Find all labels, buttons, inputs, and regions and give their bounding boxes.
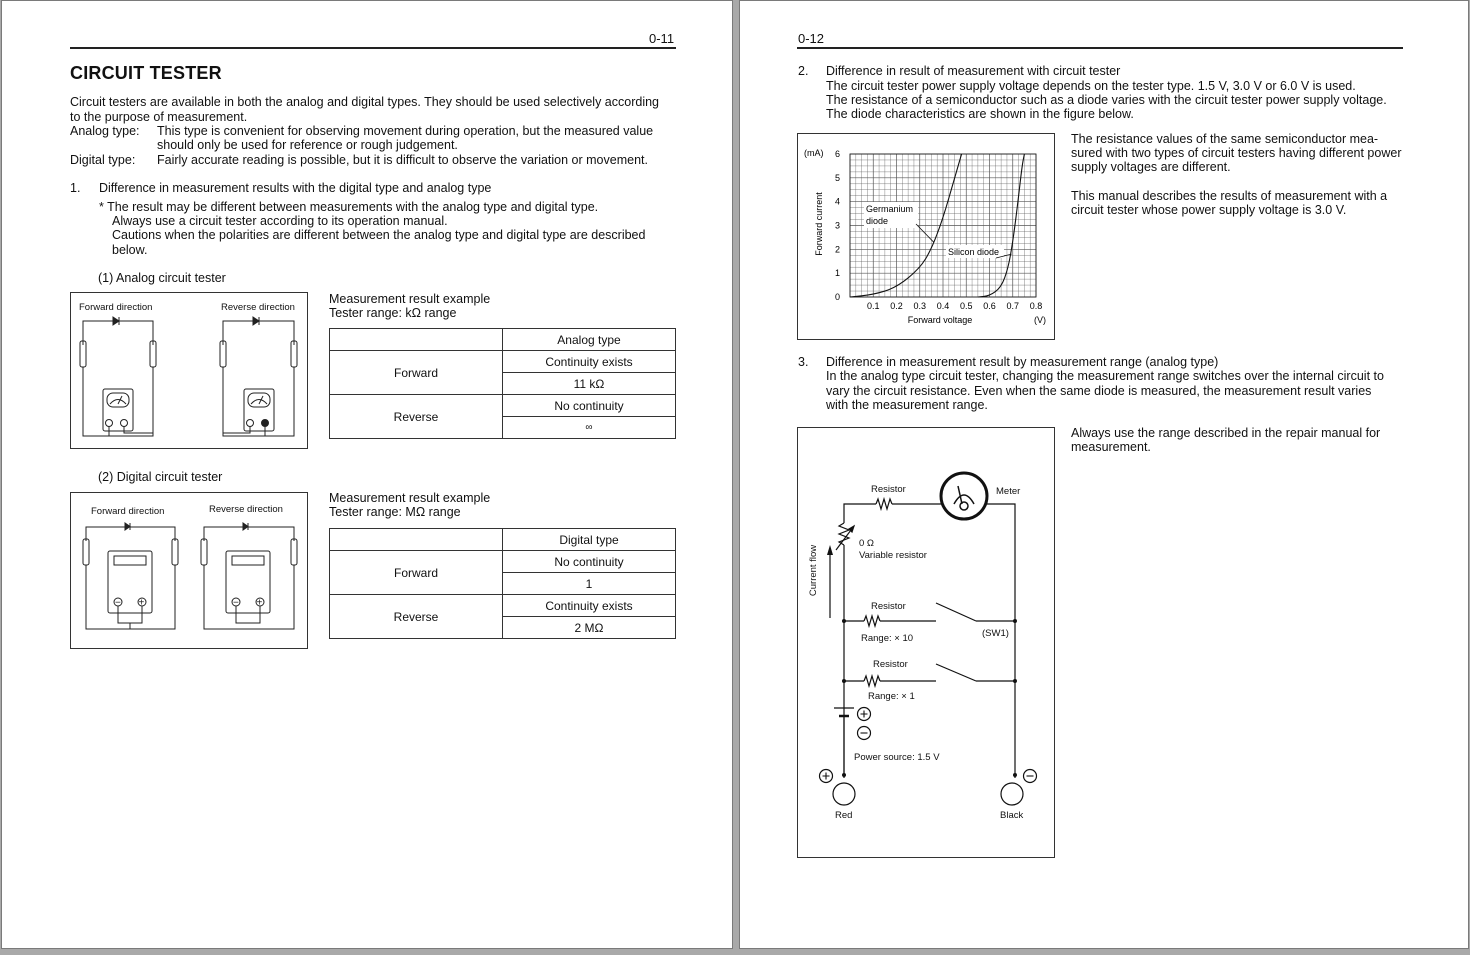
y-axis-title: Forward current	[814, 192, 824, 256]
resistor-label: Resistor	[873, 659, 908, 670]
section-3-number: 3.	[798, 355, 809, 369]
section-1-number: 1.	[70, 181, 81, 195]
side-text-3-line-2: measurement.	[1071, 440, 1151, 454]
section-1-title: Difference in measurement results with the digital type and analog type	[99, 181, 492, 195]
series-label-germanium: Germanium	[866, 204, 914, 214]
table-header: Analog type	[503, 329, 676, 351]
svg-text:+: +	[256, 597, 263, 609]
analog-reverse-label: Reverse direction	[221, 302, 295, 313]
side-text-3-line-1: Always use the range described in the repair manual for	[1071, 426, 1381, 440]
range-x10-label: Range: × 10	[861, 633, 914, 644]
digital-forward-label: Forward direction	[91, 506, 165, 517]
page-title: CIRCUIT TESTER	[70, 63, 222, 83]
table-corner	[330, 329, 503, 351]
analog-result-table	[329, 328, 676, 439]
digital-tester-figure	[70, 492, 308, 649]
table-cell: Continuity exists	[503, 351, 676, 373]
section-1-note-3: Cautions when the polarities are different between the analog type and digital type are described	[112, 228, 646, 242]
svg-text:+: +	[138, 597, 145, 609]
section-2-number: 2.	[798, 64, 809, 78]
y-unit-label: (mA)	[804, 148, 824, 158]
side-text-2-line-2: circuit tester whose power supply voltage is 3.0 V.	[1071, 203, 1347, 217]
y-tick-label: 0	[834, 292, 840, 302]
x-unit-label: (V)	[1034, 315, 1046, 325]
analog-tester-figure	[70, 292, 308, 449]
svg-text:−: −	[115, 597, 121, 609]
table-cell: 1	[503, 573, 676, 595]
table-row-label: Reverse	[330, 395, 503, 439]
section-2-line-1: The circuit tester power supply voltage depends on the tester type. 1.5 V, 3.0 V or 6.0 V is used.	[826, 79, 1356, 93]
left-page	[1, 0, 733, 949]
section-3-line-3: with the measurement range.	[826, 398, 988, 412]
table-row-label: Forward	[330, 351, 503, 395]
resistor-label: Resistor	[871, 601, 906, 612]
analog-range: Tester range: kΩ range	[329, 306, 457, 320]
x-tick-label: 0.5	[959, 301, 973, 311]
variable-resistor-label: Variable resistor	[859, 550, 927, 561]
table-header: Digital type	[503, 529, 676, 551]
table-row-label: Reverse	[330, 595, 503, 639]
analog-type-label: Analog type:	[70, 124, 140, 138]
y-tick-label: 4	[834, 196, 840, 207]
current-flow-label: Current flow	[808, 544, 820, 597]
section-1-note-1: * The result may be different between measurements with the analog type and digital type.	[99, 200, 599, 214]
table-cell: 11 kΩ	[503, 373, 676, 395]
y-tick-label: 3	[834, 220, 840, 231]
table-cell: No continuity	[503, 395, 676, 417]
label-leader	[916, 224, 934, 242]
table-cell: Continuity exists	[503, 595, 676, 617]
page-number: 0-11	[649, 31, 675, 46]
y-tick-label: 2	[834, 244, 840, 255]
digital-type-label: Digital type:	[70, 153, 136, 167]
digital-reverse-label: Reverse direction	[209, 504, 283, 515]
range-circuit-figure	[797, 427, 1055, 858]
digital-result-table	[329, 528, 676, 639]
y-tick-label: 5	[834, 172, 840, 183]
digital-range: Tester range: MΩ range	[329, 505, 461, 519]
diode-characteristic-chart	[798, 134, 1054, 339]
side-text-1-line-1: The resistance values of the same semiconductor mea-	[1071, 132, 1379, 146]
section-3-line-2: vary the circuit resistance. Even when the same diode is measured, the measurement result varies	[826, 384, 1372, 398]
side-text-2-line-1: This manual describes the results of measurement with a	[1071, 189, 1388, 203]
svg-text:−: −	[233, 597, 239, 609]
x-tick-label: 0.4	[936, 301, 950, 311]
meter-label: Meter	[996, 486, 1021, 497]
header-rule	[797, 47, 1403, 49]
section-2-line-3: The diode characteristics are shown in the figure below.	[826, 107, 1134, 121]
x-axis-title: Forward voltage	[907, 315, 973, 325]
intro-line-1: Circuit testers are available in both the analog and digital types. They should be used selectively according	[70, 95, 660, 109]
digital-heading: (2) Digital circuit tester	[98, 470, 223, 484]
side-text-1-line-2: sured with two types of circuit testers having different power	[1071, 146, 1402, 160]
table-cell: No continuity	[503, 551, 676, 573]
x-tick-label: 0.1	[866, 301, 880, 311]
intro-line-2: to the purpose of measurement.	[70, 110, 248, 124]
section-1-note-2: Always use a circuit tester according to its operation manual.	[112, 214, 448, 228]
x-tick-label: 0.3	[913, 301, 927, 311]
section-2-line-2: The resistance of a semiconductor such as a diode varies with the circuit tester power supply voltage.	[826, 93, 1387, 107]
zero-ohm-label: 0 Ω	[859, 538, 875, 549]
digital-type-text: Fairly accurate reading is possible, but it is difficult to observe the variation or movement.	[157, 153, 648, 167]
analog-result-title: Measurement result example	[329, 292, 491, 306]
series-label-silicon: Silicon diode	[948, 247, 1000, 257]
side-text-1-line-3: supply voltages are different.	[1071, 160, 1231, 174]
diode-chart-figure	[797, 133, 1055, 340]
right-page	[739, 0, 1469, 949]
table-cell: ∞	[503, 417, 676, 439]
digital-tester-diagram	[71, 493, 307, 648]
series-label-germanium-2: diode	[866, 216, 889, 226]
table-corner	[330, 529, 503, 551]
x-tick-label: 0.2	[890, 301, 903, 311]
analog-tester-diagram	[71, 293, 307, 448]
x-tick-label: 0.6	[983, 301, 996, 311]
power-source-label: Power source: 1.5 V	[854, 752, 940, 763]
x-tick-label: 0.7	[1006, 301, 1020, 311]
y-tick-label: 6	[834, 149, 840, 159]
red-terminal-label: Red	[835, 810, 853, 821]
table-cell: 2 MΩ	[503, 617, 676, 639]
black-terminal-label: Black	[1000, 810, 1024, 821]
header-rule	[70, 47, 676, 49]
digital-result-title: Measurement result example	[329, 491, 491, 505]
sw1-label: (SW1)	[982, 628, 1009, 639]
x-tick-label: 0.8	[1029, 301, 1043, 311]
page-number: 0-12	[798, 31, 825, 46]
range-x1-label: Range: × 1	[868, 691, 915, 702]
y-tick-label: 1	[834, 268, 840, 279]
table-row-label: Forward	[330, 551, 503, 595]
analog-heading: (1) Analog circuit tester	[98, 271, 226, 285]
analog-type-text-2: should only be used for reference or rough judgement.	[157, 138, 458, 152]
section-1-note-4: below.	[112, 243, 148, 257]
analog-type-text-1: This type is convenient for observing movement during operation, but the measured value	[157, 124, 654, 138]
analog-forward-label: Forward direction	[79, 302, 153, 313]
section-3-title: Difference in measurement result by measurement range (analog type)	[826, 355, 1219, 369]
section-3-line-1: In the analog type circuit tester, changing the measurement range switches over the internal circuit to	[826, 369, 1384, 383]
section-2-title: Difference in result of measurement with circuit tester	[826, 64, 1121, 78]
resistor-label: Resistor	[871, 484, 906, 495]
